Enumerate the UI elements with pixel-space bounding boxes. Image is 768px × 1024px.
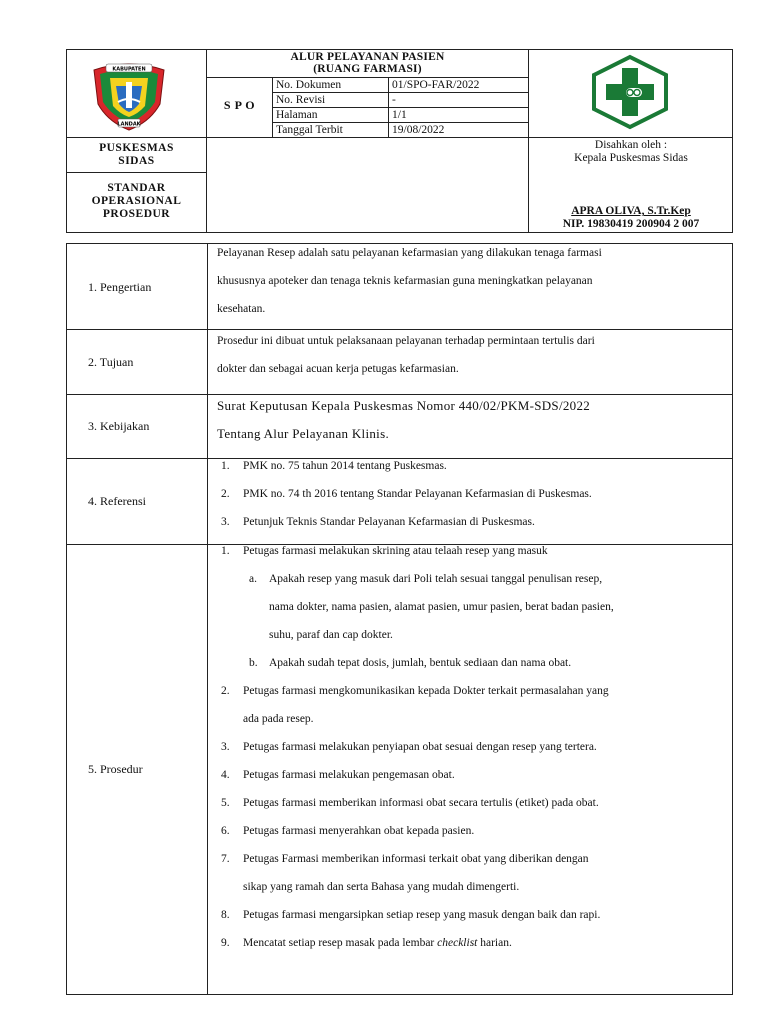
text-line: Tentang Alur Pelayanan Klinis.: [217, 426, 390, 441]
list-item: PMK no. 74 th 2016 tentang Standar Pelayanan Kefarmasian di Puskesmas.: [243, 488, 592, 500]
text-line: kesehatan.: [217, 303, 266, 315]
approved-by-label: Disahkan oleh :: [594, 139, 668, 151]
section-label-prosedur: 5. Prosedur: [88, 762, 143, 776]
signer-name: APRA OLIVA, S.Tr.Kep: [571, 205, 691, 217]
signer-block: [529, 205, 733, 231]
text-line: dokter dan sebagai acuan kerja petugas kefarmasian.: [217, 363, 459, 375]
list-item: Apakah sudah tepat dosis, jumlah, bentuk sediaan dan nama obat.: [269, 657, 572, 669]
list-number: 6.: [221, 825, 230, 837]
section-text-pengertian: [217, 239, 727, 323]
approval-block: [529, 139, 733, 165]
title-line-2: (RUANG FARMASI): [313, 63, 422, 75]
list-item: [243, 937, 512, 949]
list-item: Petunjuk Teknis Standar Pelayanan Kefarmasian di Puskesmas.: [243, 516, 535, 528]
header-divider: [206, 77, 529, 78]
meta-value-date: 19/08/2022: [392, 124, 445, 136]
approved-by-title: Kepala Puskesmas Sidas: [574, 152, 688, 164]
list-number: a.: [249, 573, 257, 585]
meta-value-revision: -: [392, 94, 396, 106]
list-number: 1.: [221, 460, 230, 472]
org-line-1: PUSKESMAS: [99, 142, 174, 154]
org-line-2: SIDAS: [118, 155, 155, 167]
list-item: Apakah resep yang masuk dari Poli telah sesuai tanggal penulisan resep,: [269, 573, 603, 585]
list-item: Petugas farmasi mengarsipkan setiap resep yang masuk dengan baik dan rapi.: [243, 909, 601, 921]
list-item: Petugas Farmasi memberikan informasi terkait obat yang diberikan dengan: [243, 853, 589, 865]
title-line-1: ALUR PELAYANAN PASIEN: [290, 51, 445, 63]
list-item: nama dokter, nama pasien, alamat pasien, umur pasien, berat badan pasien,: [269, 601, 614, 613]
list-item: ada pada resep.: [243, 713, 314, 725]
list-item: Petugas farmasi melakukan skrining atau telaah resep yang masuk: [243, 545, 548, 557]
list-number: 3.: [221, 516, 230, 528]
logo-bottom-text: LANDAK: [117, 121, 141, 128]
section-text-kebijakan: [217, 392, 727, 448]
list-number: 9.: [221, 937, 230, 949]
logo-top-text: KABUPATEN: [112, 66, 146, 73]
meta-label-date: Tanggal Terbit: [276, 124, 343, 136]
list-item: Petugas farmasi melakukan pengemasan obat.: [243, 769, 455, 781]
section-label-pengertian: 1. Pengertian: [88, 280, 152, 294]
meta-label-revision: No. Revisi: [276, 94, 326, 106]
body-divider: [207, 243, 208, 995]
body-divider: [66, 458, 733, 459]
section-label-referensi: 4. Referensi: [88, 494, 146, 508]
list-item-emphasis: checklist: [437, 937, 478, 949]
list-number: 4.: [221, 769, 230, 781]
list-number: 5.: [221, 797, 230, 809]
list-number: 2.: [221, 488, 230, 500]
list-number: 7.: [221, 853, 230, 865]
list-item: Petugas farmasi melakukan penyiapan obat sesuai dengan resep yang tertera.: [243, 741, 597, 753]
regency-logo-icon: [90, 56, 168, 132]
list-item-tail: harian.: [477, 937, 512, 949]
puskesmas-logo-icon: [590, 54, 670, 130]
section-label-tujuan: 2. Tujuan: [88, 355, 134, 369]
list-number: 2.: [221, 685, 230, 697]
list-number: b.: [249, 657, 258, 669]
spo-label: S P O: [223, 98, 256, 112]
header-divider: [66, 137, 733, 138]
sop-line-1: STANDAR: [107, 182, 166, 194]
sop-line-3: PROSEDUR: [102, 208, 171, 220]
org-name: [67, 142, 206, 168]
header-divider: [66, 172, 207, 173]
list-number: 1.: [221, 545, 230, 557]
signer-nip: NIP. 19830419 200904 2 007: [562, 218, 700, 230]
meta-value-document: 01/SPO-FAR/2022: [392, 79, 480, 91]
text-line: Prosedur ini dibuat untuk pelaksanaan pelayanan terhadap permintaan tertulis dari: [217, 335, 595, 347]
list-item: suhu, paraf dan cap dokter.: [269, 629, 393, 641]
meta-label-document: No. Dokumen: [276, 79, 342, 91]
section-label-kebijakan: 3. Kebijakan: [88, 419, 150, 433]
list-item-text: Mencatat setiap resep masak pada lembar: [243, 937, 438, 949]
list-item: PMK no. 75 tahun 2014 tentang Puskesmas.: [243, 460, 447, 472]
list-number: 8.: [221, 909, 230, 921]
text-line: Pelayanan Resep adalah satu pelayanan kefarmasian yang dilakukan tenaga farmasi: [217, 247, 602, 259]
list-item: Petugas farmasi mengkomunikasikan kepada Dokter terkait permasalahan yang: [243, 685, 609, 697]
list-number: 3.: [221, 741, 230, 753]
list-item: Petugas farmasi memberikan informasi obat secara tertulis (etiket) pada obat.: [243, 797, 599, 809]
section-text-tujuan: [217, 327, 727, 383]
text-line: khususnya apoteker dan tenaga teknis kefarmasian guna meningkatkan pelayanan: [217, 275, 593, 287]
list-item: sikap yang ramah dan serta Bahasa yang mudah dimengerti.: [243, 881, 520, 893]
document-title: [207, 51, 528, 75]
meta-label-page: Halaman: [276, 109, 318, 121]
sop-line-2: OPERASIONAL: [91, 195, 182, 207]
text-line: Surat Keputusan Kepala Puskesmas Nomor 440/02/PKM-SDS/2022: [217, 398, 591, 413]
sop-label: [67, 182, 206, 221]
meta-value-page: 1/1: [392, 109, 407, 121]
list-item: Petugas farmasi menyerahkan obat kepada pasien.: [243, 825, 475, 837]
